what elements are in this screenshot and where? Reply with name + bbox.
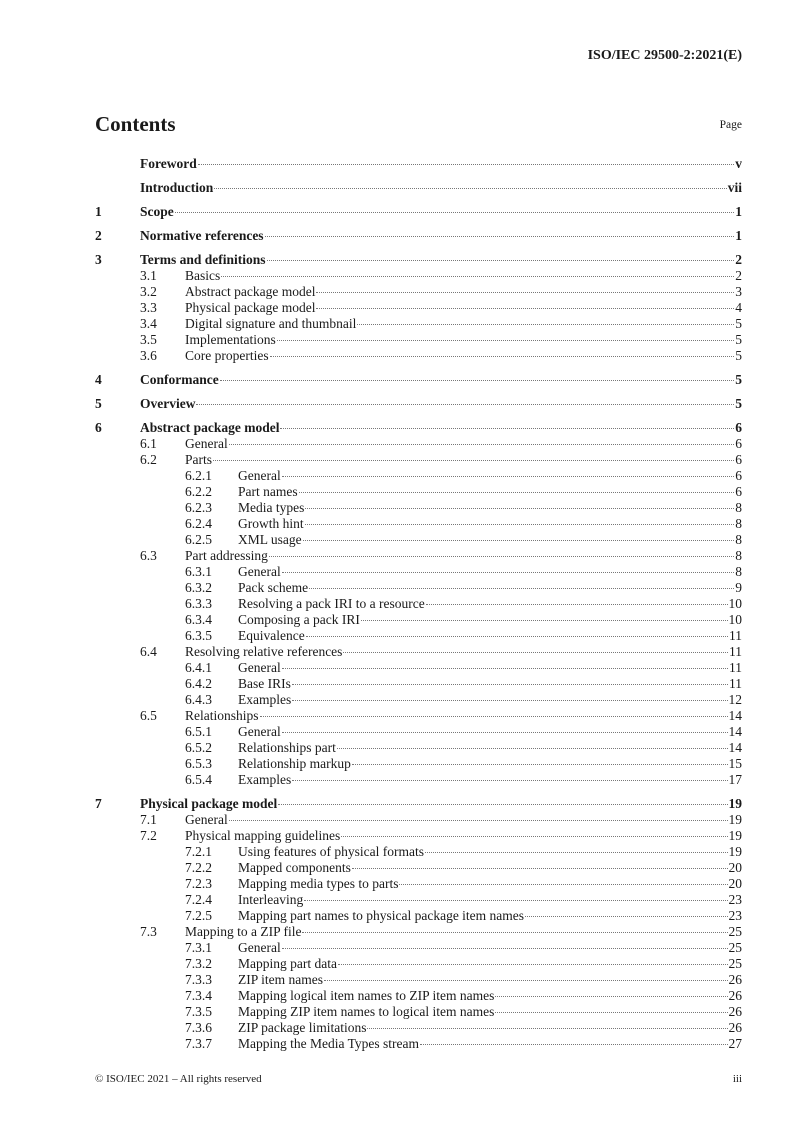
toc-entry-title: General [238, 564, 281, 579]
toc-entry-page: 10 [728, 612, 742, 627]
dot-leader [265, 236, 735, 237]
toc-entry-number: 6.2.5 [185, 532, 212, 547]
dot-leader [495, 996, 727, 997]
toc-entry-page: 8 [735, 500, 742, 515]
toc-entry-page: 26 [728, 972, 742, 987]
toc-entry-page: 11 [729, 676, 742, 691]
toc-entry-number: 7.3.1 [185, 940, 212, 955]
toc-entry[interactable] [95, 956, 742, 972]
toc-entry[interactable] [95, 300, 742, 316]
toc-entry-number: 6.2.1 [185, 468, 212, 483]
toc-entry-title: Implementations [185, 332, 276, 347]
toc-entry-number: 7.1 [140, 812, 157, 827]
toc-entry[interactable] [95, 452, 742, 468]
toc-entry-page: 26 [728, 988, 742, 1003]
dot-leader [316, 292, 734, 293]
toc-entry[interactable] [95, 580, 742, 596]
toc-entry-title: Interleaving [238, 892, 304, 907]
dot-leader [525, 916, 727, 917]
toc-entry[interactable] [95, 516, 742, 532]
toc-entry-title: Physical mapping guidelines [185, 828, 341, 843]
toc-entry[interactable] [95, 708, 742, 724]
dot-leader [260, 716, 728, 717]
toc-entry-title: Overview [140, 396, 196, 411]
toc-entry-page: 3 [735, 284, 742, 299]
toc-entry-number: 6.5.1 [185, 724, 212, 739]
toc-entry-page: 9 [735, 580, 742, 595]
toc-entry[interactable] [95, 284, 742, 300]
copyright-footer: © ISO/IEC 2021 – All rights reserved [95, 1073, 262, 1085]
toc-entry-number: 7.3 [140, 924, 157, 939]
toc-entry-number: 6.5.3 [185, 756, 212, 771]
dot-leader [367, 1028, 727, 1029]
dot-leader [357, 324, 734, 325]
toc-entry-page: 19 [728, 828, 742, 843]
toc-entry-number: 7.3.4 [185, 988, 212, 1003]
toc-entry-title: Mapping ZIP item names to logical item names [238, 1004, 495, 1019]
toc-entry-page: 20 [728, 860, 742, 875]
toc-entry-title: Growth hint [238, 516, 304, 531]
toc-entry-title: Parts [185, 452, 212, 467]
dot-leader [282, 732, 728, 733]
toc-entry-page: 23 [728, 892, 742, 907]
toc-entry-title: Introduction [140, 180, 214, 195]
table-of-contents [95, 156, 742, 1052]
toc-entry[interactable] [95, 268, 742, 284]
toc-entry-page: 5 [735, 396, 742, 411]
toc-entry-title: General [238, 660, 281, 675]
toc-entry[interactable] [95, 772, 742, 788]
toc-entry-title: General [185, 812, 228, 827]
toc-entry-page: 25 [728, 956, 742, 971]
toc-entry-number: 7.2.4 [185, 892, 212, 907]
dot-leader [280, 428, 734, 429]
toc-entry-number: 3.2 [140, 284, 157, 299]
toc-entry[interactable] [95, 844, 742, 860]
toc-entry-number: 7.3.2 [185, 956, 212, 971]
dot-leader [338, 964, 728, 965]
toc-entry-number: 1 [95, 204, 102, 219]
dot-leader [425, 852, 728, 853]
toc-entry[interactable] [95, 564, 742, 580]
toc-entry-title: Pack scheme [238, 580, 309, 595]
toc-entry[interactable] [95, 548, 742, 564]
toc-entry[interactable] [95, 692, 742, 708]
dot-leader [426, 604, 728, 605]
toc-entry[interactable] [95, 908, 742, 924]
toc-entry-title: XML usage [238, 532, 302, 547]
toc-entry-page: 23 [728, 908, 742, 923]
dot-leader [229, 820, 728, 821]
toc-entry-page: 26 [728, 1004, 742, 1019]
toc-entry-page: 2 [735, 268, 742, 283]
toc-entry[interactable] [95, 828, 742, 844]
dot-leader [292, 684, 728, 685]
toc-entry-page: 1 [735, 204, 742, 219]
toc-entry-title: Relationships [185, 708, 259, 723]
toc-entry-page: 15 [728, 756, 742, 771]
toc-entry-title: Mapping media types to parts [238, 876, 399, 891]
toc-entry-title: Mapping part names to physical package item names [238, 908, 525, 923]
dot-leader [316, 308, 734, 309]
toc-entry-page: 4 [735, 300, 742, 315]
toc-entry-number: 3.3 [140, 300, 157, 315]
dot-leader [196, 404, 734, 405]
dot-leader [420, 1044, 727, 1045]
dot-leader [282, 668, 728, 669]
toc-entry-page: 14 [728, 724, 742, 739]
toc-entry-title: Abstract package model [140, 420, 280, 435]
toc-entry-page: 11 [729, 644, 742, 659]
toc-entry[interactable] [95, 924, 742, 940]
toc-entry-title: Equivalence [238, 628, 305, 643]
toc-entry-number: 7.2.3 [185, 876, 212, 891]
dot-leader [229, 444, 735, 445]
toc-entry-page: 19 [728, 796, 742, 811]
toc-entry-title: Normative references [140, 228, 264, 243]
toc-entry-page: 8 [735, 532, 742, 547]
toc-entry[interactable] [95, 1004, 742, 1020]
dot-leader [309, 588, 734, 589]
toc-entry-page: 6 [735, 420, 742, 435]
toc-entry-title: Basics [185, 268, 221, 283]
dot-leader [352, 764, 728, 765]
dot-leader [341, 836, 727, 837]
dot-leader [282, 948, 728, 949]
toc-entry-number: 6.5 [140, 708, 157, 723]
toc-entry-title: Composing a pack IRI [238, 612, 360, 627]
dot-leader [221, 276, 734, 277]
toc-entry-page: 12 [728, 692, 742, 707]
dot-leader [305, 508, 734, 509]
toc-entry-number: 6.5.4 [185, 772, 212, 787]
toc-entry[interactable] [95, 860, 742, 876]
toc-entry-page: 5 [735, 332, 742, 347]
document-id-header: ISO/IEC 29500-2:2021(E) [587, 48, 742, 63]
toc-entry-page: 14 [728, 708, 742, 723]
dot-leader [282, 572, 735, 573]
dot-leader [337, 748, 728, 749]
toc-entry-title: Media types [238, 500, 305, 515]
toc-entry[interactable] [95, 876, 742, 892]
toc-entry-number: 4 [95, 372, 102, 387]
toc-entry-number: 6 [95, 420, 102, 435]
toc-entry-number: 2 [95, 228, 102, 243]
toc-entry-number: 7.2.1 [185, 844, 212, 859]
toc-entry[interactable] [95, 252, 742, 268]
dot-leader [175, 212, 735, 213]
toc-entry-title: Conformance [140, 372, 219, 387]
toc-entry-page: 6 [735, 452, 742, 467]
toc-entry-number: 3.4 [140, 316, 157, 331]
dot-leader [305, 524, 735, 525]
toc-entry-number: 7 [95, 796, 102, 811]
toc-entry-title: General [238, 468, 281, 483]
toc-entry-title: ZIP package limitations [238, 1020, 367, 1035]
dot-leader [399, 884, 727, 885]
toc-entry[interactable] [95, 484, 742, 500]
toc-entry-page: 14 [728, 740, 742, 755]
toc-entry[interactable] [95, 812, 742, 828]
toc-entry-number: 3.5 [140, 332, 157, 347]
toc-entry[interactable] [95, 596, 742, 612]
toc-entry[interactable] [95, 724, 742, 740]
toc-entry-number: 7.3.3 [185, 972, 212, 987]
toc-entry-page: 5 [735, 316, 742, 331]
dot-leader [270, 356, 735, 357]
toc-entry-page: 17 [728, 772, 742, 787]
toc-entry-title: Examples [238, 692, 292, 707]
toc-entry[interactable] [95, 436, 742, 452]
toc-entry-title: Mapped components [238, 860, 351, 875]
toc-entry-title: General [238, 940, 281, 955]
toc-entry-page: 6 [735, 468, 742, 483]
toc-entry-page: 1 [735, 228, 742, 243]
toc-entry[interactable] [95, 180, 742, 196]
toc-entry-number: 7.2 [140, 828, 157, 843]
toc-entry-number: 3.1 [140, 268, 157, 283]
toc-entry-page: 8 [735, 516, 742, 531]
toc-entry-title: ZIP item names [238, 972, 323, 987]
toc-entry-page: v [735, 156, 742, 171]
toc-entry-number: 7.2.5 [185, 908, 212, 923]
dot-leader [282, 476, 735, 477]
toc-entry[interactable] [95, 156, 742, 172]
toc-entry-title: General [238, 724, 281, 739]
dot-leader [277, 340, 735, 341]
toc-entry-page: 11 [729, 660, 742, 675]
toc-entry-title: Mapping to a ZIP file [185, 924, 302, 939]
toc-entry-number: 6.4.2 [185, 676, 212, 691]
toc-entry-page: 25 [728, 924, 742, 939]
toc-entry-title: Part names [238, 484, 298, 499]
toc-entry-page: 6 [735, 484, 742, 499]
toc-entry-number: 7.3.5 [185, 1004, 212, 1019]
toc-entry-number: 6.3.1 [185, 564, 212, 579]
toc-entry-page: 6 [735, 436, 742, 451]
toc-entry[interactable] [95, 940, 742, 956]
toc-entry-page: 20 [728, 876, 742, 891]
toc-entry-number: 6.3.3 [185, 596, 212, 611]
toc-entry-title: Scope [140, 204, 174, 219]
toc-entry-number: 6.2 [140, 452, 157, 467]
toc-entry[interactable] [95, 396, 742, 412]
toc-entry-title: Resolving relative references [185, 644, 343, 659]
toc-entry-title: Resolving a pack IRI to a resource [238, 596, 425, 611]
toc-entry-page: 11 [729, 628, 742, 643]
toc-entry[interactable] [95, 316, 742, 332]
toc-entry-page: 8 [735, 564, 742, 579]
dot-leader [292, 700, 727, 701]
toc-entry-number: 6.4 [140, 644, 157, 659]
page-number: iii [732, 1073, 742, 1085]
toc-entry-title: Mapping the Media Types stream [238, 1036, 420, 1051]
dot-leader [299, 492, 735, 493]
dot-leader [278, 804, 727, 805]
toc-entry-number: 5 [95, 396, 102, 411]
toc-entry-title: General [185, 436, 228, 451]
toc-entry-number: 7.3.7 [185, 1036, 212, 1051]
dot-leader [267, 260, 735, 261]
dot-leader [302, 932, 727, 933]
toc-entry-number: 6.5.2 [185, 740, 212, 755]
dot-leader [269, 556, 734, 557]
toc-entry-title: Relationship markup [238, 756, 351, 771]
toc-entry[interactable] [95, 420, 742, 436]
toc-entry[interactable] [95, 796, 742, 812]
dot-leader [214, 188, 726, 189]
toc-entry-number: 3.6 [140, 348, 157, 363]
toc-entry-title: Base IRIs [238, 676, 291, 691]
toc-entry-page: vii [727, 180, 742, 195]
toc-entry-title: Examples [238, 772, 292, 787]
toc-entry-number: 7.3.6 [185, 1020, 212, 1035]
toc-entry[interactable] [95, 628, 742, 644]
toc-entry-title: Foreword [140, 156, 197, 171]
toc-entry-number: 7.2.2 [185, 860, 212, 875]
toc-entry-title: Abstract package model [185, 284, 316, 299]
toc-entry[interactable] [95, 348, 742, 364]
dot-leader [198, 164, 735, 165]
toc-entry-page: 19 [728, 812, 742, 827]
toc-entry[interactable] [95, 740, 742, 756]
toc-entry[interactable] [95, 500, 742, 516]
toc-entry-number: 6.2.2 [185, 484, 212, 499]
toc-entry[interactable] [95, 612, 742, 628]
toc-entry-page: 2 [735, 252, 742, 267]
dot-leader [306, 636, 728, 637]
dot-leader [352, 868, 728, 869]
toc-entry-page: 19 [728, 844, 742, 859]
toc-entry[interactable] [95, 644, 742, 660]
toc-entry-number: 6.3 [140, 548, 157, 563]
toc-entry-number: 6.2.4 [185, 516, 212, 531]
toc-entry-page: 25 [728, 940, 742, 955]
toc-entry-page: 27 [728, 1036, 742, 1051]
dot-leader [304, 900, 727, 901]
toc-entry[interactable] [95, 660, 742, 676]
toc-entry-title: Core properties [185, 348, 269, 363]
toc-entry-number: 6.1 [140, 436, 157, 451]
toc-entry-number: 6.4.1 [185, 660, 212, 675]
toc-entry[interactable] [95, 332, 742, 348]
toc-entry-number: 6.2.3 [185, 500, 212, 515]
toc-entry-title: Using features of physical formats [238, 844, 424, 859]
toc-entry-page: 10 [728, 596, 742, 611]
toc-entry-title: Terms and definitions [140, 252, 266, 267]
dot-leader [343, 652, 728, 653]
toc-entry[interactable] [95, 892, 742, 908]
toc-entry-number: 3 [95, 252, 102, 267]
toc-entry[interactable] [95, 372, 742, 388]
page-column-label: Page [719, 119, 742, 131]
dot-leader [303, 540, 735, 541]
toc-entry-title: Part addressing [185, 548, 268, 563]
dot-leader [220, 380, 735, 381]
toc-entry-page: 5 [735, 372, 742, 387]
toc-entry[interactable] [95, 1036, 742, 1052]
toc-entry[interactable] [95, 676, 742, 692]
toc-entry-number: 6.4.3 [185, 692, 212, 707]
toc-entry[interactable] [95, 532, 742, 548]
page-title: Contents [95, 112, 176, 136]
toc-entry-number: 6.3.5 [185, 628, 212, 643]
toc-entry[interactable] [95, 228, 742, 244]
toc-entry-title: Mapping logical item names to ZIP item names [238, 988, 495, 1003]
toc-entry-title: Physical package model [140, 796, 278, 811]
toc-entry[interactable] [95, 1020, 742, 1036]
dot-leader [213, 460, 734, 461]
toc-entry-page: 26 [728, 1020, 742, 1035]
toc-entry-number: 6.3.4 [185, 612, 212, 627]
toc-entry-title: Mapping part data [238, 956, 337, 971]
toc-entry-number: 6.3.2 [185, 580, 212, 595]
toc-entry-title: Digital signature and thumbnail [185, 316, 357, 331]
toc-entry-page: 5 [735, 348, 742, 363]
toc-entry[interactable] [95, 468, 742, 484]
dot-leader [361, 620, 728, 621]
toc-entry-title: Relationships part [238, 740, 336, 755]
toc-entry[interactable] [95, 972, 742, 988]
toc-entry[interactable] [95, 204, 742, 220]
toc-entry[interactable] [95, 756, 742, 772]
toc-entry-page: 8 [735, 548, 742, 563]
toc-entry[interactable] [95, 988, 742, 1004]
dot-leader [324, 980, 728, 981]
toc-entry-title: Physical package model [185, 300, 316, 315]
dot-leader [495, 1012, 727, 1013]
dot-leader [292, 780, 727, 781]
